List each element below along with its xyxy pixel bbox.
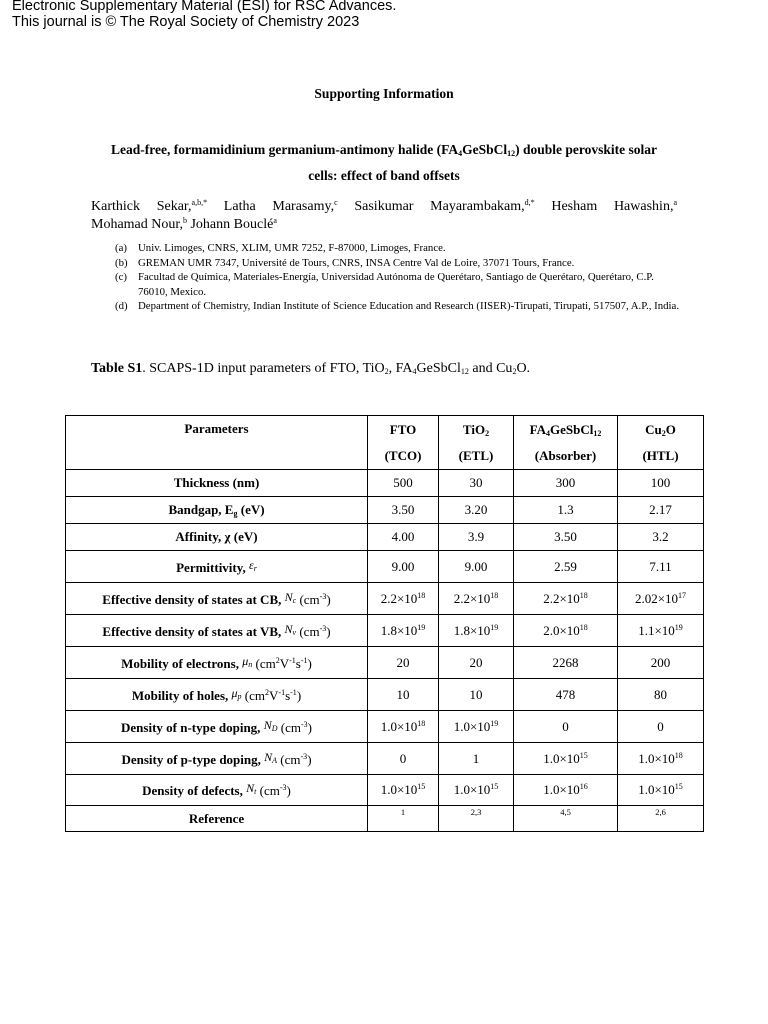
symbol-subscript: r — [253, 563, 257, 573]
unit-text: (cm — [296, 623, 320, 639]
header-absorber-subscript: 4 — [546, 428, 551, 438]
affiliation-text: Department of Chemistry, Indian Institute of Science Education and Research (IISER)-Tirupati, Tirupati, 517507, A.P., India. — [138, 300, 680, 313]
author-name: Mohamad Nour, — [91, 217, 183, 232]
cell-fto — [368, 775, 439, 806]
paper-title-subscript: 4 — [458, 149, 463, 158]
author-affiliation-mark: a — [273, 216, 277, 225]
cell-mantissa: 1.0×10 — [543, 782, 580, 797]
cell-tio2 — [439, 711, 514, 743]
cell-mantissa: 1.8×10 — [380, 622, 418, 638]
header-absorber-text: GeSbCl — [550, 421, 594, 437]
header-tio2-role: (ETL) — [458, 447, 494, 463]
header-absorber-role: (Absorber) — [534, 447, 597, 463]
affiliation-tag: (a) — [115, 242, 127, 254]
cell-absorber: 300 — [514, 470, 618, 497]
cell-absorber — [514, 711, 618, 743]
row-unit — [242, 688, 302, 703]
symbol-main: μ — [242, 653, 249, 668]
row-label-text: Mobility of electrons, — [121, 655, 243, 671]
cell-exponent: 18 — [579, 622, 588, 632]
cell-fto: 9.00 — [368, 551, 439, 583]
supporting-information-title: Supporting Information — [314, 86, 454, 101]
cell-exponent: 18 — [674, 750, 683, 760]
table-row-nv — [66, 615, 704, 647]
unit-text: s — [295, 655, 301, 671]
row-label — [66, 743, 368, 775]
row-label-text: Density of p-type doping, — [121, 751, 265, 767]
cell-cu2o: 7.11 — [618, 551, 704, 583]
paper-title-part: Lead-free, formamidinium germanium-antimony halide (FA — [110, 142, 459, 157]
header-tio2-subscript: 2 — [485, 428, 490, 438]
author-affiliation-mark: a — [673, 198, 678, 207]
row-label: Reference — [66, 806, 368, 832]
cell-mantissa: 1.0×10 — [380, 782, 418, 797]
cell-mantissa: 1.0×10 — [638, 782, 675, 797]
cell-exponent: 19 — [490, 718, 499, 728]
paper-title-subscript: 12 — [507, 149, 516, 158]
unit-text: (cm — [252, 655, 276, 671]
cell-mantissa: 1.1×10 — [638, 622, 675, 638]
cell-fto — [368, 615, 439, 647]
header-absorber-name — [514, 417, 617, 443]
cell-absorber: 3.50 — [514, 524, 618, 551]
author — [551, 199, 677, 214]
cell-absorber: 478 — [514, 679, 618, 711]
unit-superscript: -1 — [290, 687, 297, 697]
affiliation-text: Facultad de Química, Materiales-Energía, Universidad Autónoma de Querétaro, Santiago de Querétaro, Querétaro, C.P. 76010, Mexico. — [138, 271, 654, 298]
cell-fto: 500 — [368, 470, 439, 497]
row-unit — [252, 656, 312, 671]
row-label-text: Mobility of holes, — [131, 687, 232, 703]
symbol-subscript: c — [292, 595, 297, 605]
affiliation-text: GREMAN UMR 7347, Université de Tours, CNRS, INSA Centre Val de Loire, 37071 Tours, France. — [138, 256, 575, 269]
row-unit — [277, 752, 311, 767]
header-absorber-subscript: 12 — [593, 428, 602, 438]
cell-exponent: 16 — [579, 782, 588, 791]
affiliation-item — [115, 241, 681, 256]
table-caption-subscript: 2 — [512, 367, 517, 376]
cell-mantissa: 1.8×10 — [453, 622, 491, 638]
table-caption-subscript: 12 — [460, 367, 469, 376]
cell-mantissa: 0 — [399, 750, 407, 766]
unit-text: ) — [326, 623, 331, 639]
symbol-main: N — [246, 781, 255, 795]
row-label-text: Effective density of states at VB, — [102, 623, 285, 639]
cell-exponent: 15 — [579, 750, 588, 760]
esi-header — [12, 0, 396, 30]
cell-tio2 — [439, 583, 514, 615]
symbol-subscript: t — [254, 787, 257, 796]
unit-text: ) — [286, 783, 291, 798]
header-tio2-text: TiO — [462, 421, 486, 437]
row-label-text: Bandgap, E — [168, 502, 234, 517]
table-row-permittivity — [66, 551, 704, 583]
header-cu2o — [618, 416, 704, 470]
unit-text: (cm — [296, 591, 320, 607]
row-label — [66, 583, 368, 615]
header-parameters-label: Parameters — [184, 421, 249, 436]
unit-superscript: -3 — [300, 751, 308, 761]
row-label-symbol — [285, 622, 297, 636]
unit-superscript: -3 — [279, 783, 287, 792]
unit-superscript: -3 — [319, 591, 327, 601]
author-name: Johann Bouclé — [190, 217, 274, 232]
cell-fto-reference: 1 — [368, 806, 439, 832]
cell-mantissa: 1 — [472, 750, 480, 766]
symbol-main: N — [284, 589, 293, 604]
symbol-main: ε — [249, 557, 254, 572]
unit-text: ) — [307, 751, 312, 767]
author-affiliation-mark: b — [182, 216, 187, 225]
table-row-n-doping — [66, 711, 704, 743]
cell-exponent: 17 — [678, 590, 687, 600]
table-row-affinity — [66, 524, 704, 551]
cell-cu2o — [618, 615, 704, 647]
unit-text: ) — [307, 655, 312, 671]
cell-tio2: 10 — [439, 679, 514, 711]
row-label-text: Density of defects, — [142, 783, 247, 798]
table-caption-subscript: 2 — [384, 367, 389, 376]
author — [91, 199, 207, 214]
paper-title-part: GeSbCl — [462, 142, 508, 157]
author-affiliation-mark: a,b,* — [191, 198, 208, 207]
symbol-main: N — [284, 621, 293, 636]
cell-mantissa: 0 — [562, 718, 569, 734]
cell-tio2 — [439, 775, 514, 806]
symbol-subscript: D — [271, 723, 278, 733]
unit-text: ) — [296, 687, 302, 703]
author — [190, 217, 276, 232]
unit-superscript: -3 — [319, 623, 327, 633]
row-unit — [296, 624, 330, 639]
header-fto-name: FTO — [389, 421, 417, 437]
cell-cu2o-reference: 2,6 — [618, 806, 704, 832]
symbol-subscript: v — [292, 627, 297, 637]
cell-exponent: 19 — [417, 622, 426, 632]
table-caption-text: O. — [516, 361, 531, 376]
cell-tio2-reference: 2,3 — [439, 806, 514, 832]
unit-superscript: -1 — [278, 687, 286, 697]
row-label-symbol — [232, 686, 242, 700]
author-name: Hesham Hawashin, — [551, 199, 674, 214]
row-label-symbol — [264, 718, 278, 732]
esi-header-line-2: This journal is © The Royal Society of Chemistry 2023 — [12, 14, 360, 30]
header-cu2o-name — [618, 417, 703, 443]
affiliation-tag: (d) — [115, 300, 128, 313]
cell-tio2 — [439, 743, 514, 775]
affiliation-tag: (b) — [115, 256, 128, 269]
esi-header-line-1: Electronic Supplementary Material (ESI) for RSC Advances. — [12, 0, 397, 14]
table-caption-subscript: 4 — [412, 367, 417, 376]
cell-exponent: 19 — [674, 622, 683, 632]
row-unit — [256, 783, 290, 798]
cell-exponent: 18 — [417, 590, 426, 600]
row-label — [66, 775, 368, 806]
cell-mantissa: 1.0×10 — [380, 718, 418, 734]
unit-superscript: -3 — [300, 719, 308, 729]
row-label — [66, 615, 368, 647]
cell-exponent: 15 — [490, 782, 499, 791]
header-cu2o-role: (HTL) — [642, 447, 679, 463]
unit-text: s — [285, 687, 291, 703]
cell-fto: 10 — [368, 679, 439, 711]
table-row-mobility-electrons — [66, 647, 704, 679]
table-caption-text: , FA — [388, 361, 413, 376]
table-row-reference — [66, 806, 704, 832]
affiliation-list — [115, 241, 681, 314]
header-cu2o-text: O — [665, 421, 676, 437]
cell-cu2o: 3.2 — [618, 524, 704, 551]
table-row-mobility-holes — [66, 679, 704, 711]
cell-cu2o: 200 — [618, 647, 704, 679]
symbol-main: μ — [231, 685, 238, 700]
header-absorber — [514, 416, 618, 470]
cell-cu2o: 80 — [618, 679, 704, 711]
table-row-p-doping — [66, 743, 704, 775]
unit-text: V — [269, 687, 279, 703]
cell-exponent: 15 — [674, 782, 683, 791]
row-label-symbol — [285, 590, 297, 604]
row-unit — [277, 720, 311, 735]
header-cu2o-subscript: 2 — [661, 428, 666, 438]
unit-text: (cm — [277, 719, 301, 735]
table-caption-label: Table S1 — [91, 361, 143, 376]
row-label-text: Effective density of states at CB, — [102, 591, 285, 607]
row-label — [66, 679, 368, 711]
table-caption-text: and Cu — [468, 361, 513, 376]
cell-fto: 3.50 — [368, 497, 439, 524]
table-row-bandgap — [66, 497, 704, 524]
cell-mantissa: 2.2×10 — [380, 590, 418, 606]
row-label — [66, 497, 368, 524]
author-affiliation-mark: c — [334, 198, 338, 207]
symbol-subscript: p — [237, 691, 242, 701]
cell-absorber: 1.3 — [514, 497, 618, 524]
unit-superscript: -1 — [300, 655, 308, 665]
cell-fto: 20 — [368, 647, 439, 679]
cell-cu2o: 100 — [618, 470, 704, 497]
cell-exponent: 15 — [417, 782, 426, 791]
paper-title-part: ) double perovskite solar cells: effect of band offsets — [308, 142, 657, 183]
affiliation-item — [115, 299, 681, 314]
header-fto — [368, 416, 439, 470]
row-label: Thickness (nm) — [66, 470, 368, 497]
cell-mantissa: 1.0×10 — [453, 718, 491, 734]
cell-cu2o — [618, 743, 704, 775]
row-label — [66, 711, 368, 743]
cell-mantissa: 2.2×10 — [453, 590, 491, 606]
unit-superscript: 2 — [275, 655, 280, 665]
unit-superscript: 2 — [265, 687, 270, 697]
table-row-defects — [66, 775, 704, 806]
row-label-symbol — [246, 781, 256, 795]
cell-fto — [368, 711, 439, 743]
row-label-subscript: g — [233, 509, 238, 518]
cell-fto — [368, 583, 439, 615]
cell-tio2: 3.20 — [439, 497, 514, 524]
table-header-row — [66, 416, 704, 470]
paper-title — [110, 137, 658, 189]
affiliation-text: Univ. Limoges, CNRS, XLIM, UMR 7252, F-87000, Limoges, France. — [138, 242, 446, 254]
cell-fto: 4.00 — [368, 524, 439, 551]
author-name: Latha Marasamy, — [223, 199, 335, 214]
cell-exponent: 18 — [417, 718, 426, 728]
unit-text: (cm — [277, 751, 301, 767]
affiliation-item — [115, 270, 681, 299]
cell-cu2o — [618, 583, 704, 615]
cell-mantissa: 0 — [657, 718, 664, 734]
table-caption-text: GeSbCl — [416, 361, 461, 376]
cell-mantissa: 1.0×10 — [543, 750, 580, 766]
author — [224, 199, 338, 214]
cell-cu2o: 2.17 — [618, 497, 704, 524]
row-label — [66, 647, 368, 679]
cell-absorber-reference: 4,5 — [514, 806, 618, 832]
table-row-thickness — [66, 470, 704, 497]
unit-text: (cm — [256, 783, 280, 798]
unit-text: (cm — [241, 687, 266, 703]
cell-absorber — [514, 583, 618, 615]
row-label: Affinity, χ (eV) — [66, 524, 368, 551]
row-label-symbol — [264, 750, 277, 764]
cell-cu2o — [618, 775, 704, 806]
cell-tio2 — [439, 615, 514, 647]
symbol-subscript: A — [272, 755, 278, 765]
affiliation-item — [115, 256, 681, 271]
cell-mantissa: 2.2×10 — [543, 590, 580, 606]
row-label-symbol — [249, 558, 257, 572]
unit-text: ) — [326, 591, 331, 607]
author-affiliation-mark: d,* — [524, 198, 535, 207]
cell-absorber — [514, 615, 618, 647]
cell-cu2o — [618, 711, 704, 743]
row-label-text: Density of n-type doping, — [121, 719, 264, 735]
cell-exponent: 18 — [490, 590, 499, 600]
header-parameters — [66, 416, 368, 470]
row-label-symbol — [242, 654, 252, 668]
cell-absorber — [514, 743, 618, 775]
header-tio2-name — [439, 417, 513, 443]
table-row-nc — [66, 583, 704, 615]
header-cu2o-text: Cu — [645, 421, 662, 437]
cell-exponent: 18 — [579, 590, 588, 600]
parameters-table — [65, 415, 704, 832]
cell-tio2: 9.00 — [439, 551, 514, 583]
unit-text: ) — [307, 719, 312, 735]
author — [91, 217, 187, 232]
cell-mantissa: 1.0×10 — [638, 750, 675, 766]
cell-mantissa: 2.02×10 — [634, 590, 679, 606]
table-caption-text: . SCAPS-1D input parameters of FTO, TiO — [142, 361, 385, 376]
symbol-main: N — [264, 749, 273, 764]
row-label-text: Permittivity, — [176, 559, 250, 575]
author-name: Sasikumar Mayarambakam, — [354, 199, 525, 214]
cell-exponent: 19 — [490, 622, 499, 632]
symbol-subscript: n — [248, 659, 253, 669]
cell-fto — [368, 743, 439, 775]
header-tio2 — [439, 416, 514, 470]
row-label-text: (eV) — [237, 502, 265, 517]
unit-text: V — [279, 655, 290, 671]
symbol-main: N — [263, 717, 272, 732]
author-list — [91, 198, 677, 234]
cell-absorber — [514, 775, 618, 806]
row-unit — [296, 592, 330, 607]
cell-tio2: 20 — [439, 647, 514, 679]
cell-mantissa: 2.0×10 — [543, 622, 580, 638]
unit-superscript: -1 — [289, 655, 296, 665]
header-fto-role: (TCO) — [384, 447, 422, 463]
cell-tio2: 30 — [439, 470, 514, 497]
cell-tio2: 3.9 — [439, 524, 514, 551]
row-label — [66, 551, 368, 583]
affiliation-tag: (c) — [115, 271, 127, 284]
cell-absorber: 2.59 — [514, 551, 618, 583]
table-caption — [91, 361, 530, 377]
header-absorber-text: FA — [529, 421, 547, 437]
author — [354, 199, 534, 214]
cell-absorber: 2268 — [514, 647, 618, 679]
author-name: Karthick Sekar, — [91, 199, 192, 214]
cell-mantissa: 1.0×10 — [453, 782, 491, 797]
